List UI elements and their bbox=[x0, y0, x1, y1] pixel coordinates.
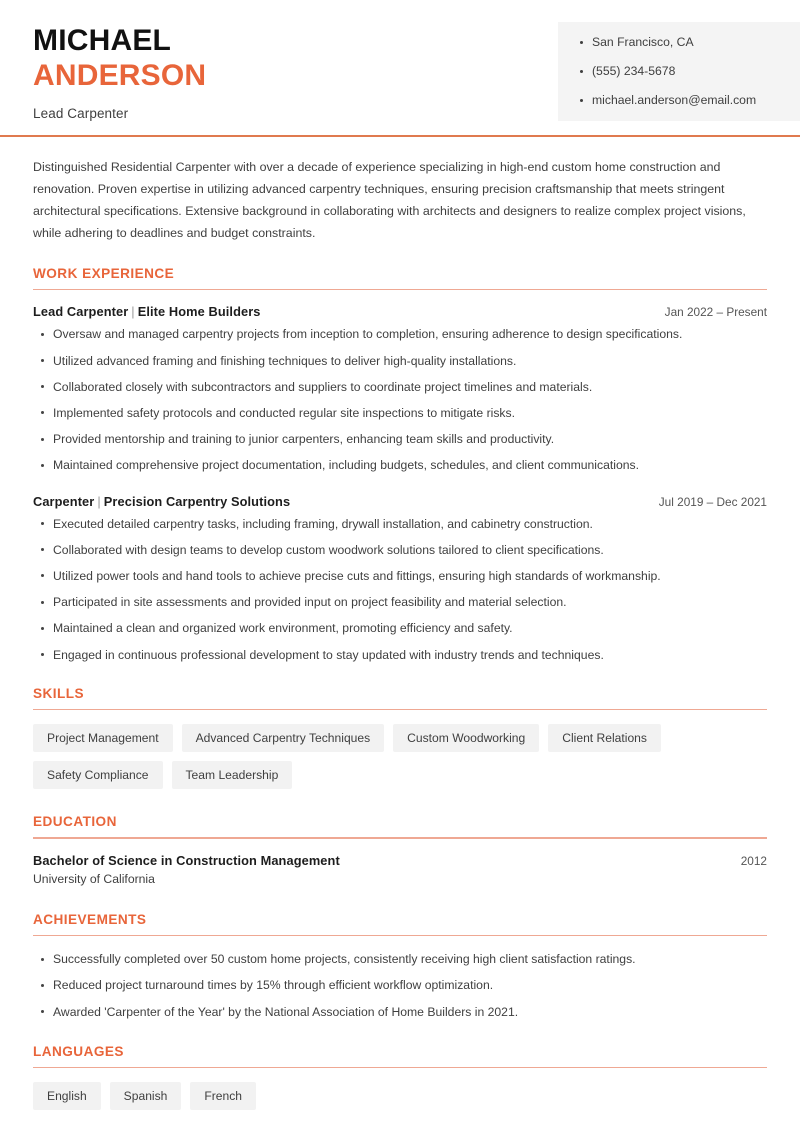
education-year: 2012 bbox=[740, 853, 767, 868]
identity-block bbox=[0, 0, 206, 121]
section-achievements bbox=[33, 912, 767, 1018]
list-item: Successfully completed over 50 custom home projects, consistently receiving high client satisfaction ratings. bbox=[33, 953, 767, 965]
education-entry-header bbox=[33, 853, 767, 868]
contact-location bbox=[580, 36, 800, 48]
header-divider bbox=[0, 135, 800, 137]
experience-role: Carpenter bbox=[33, 493, 95, 509]
language-chip: French bbox=[190, 1082, 256, 1110]
experience-bullets bbox=[33, 518, 767, 661]
education-institution: University of California bbox=[33, 871, 155, 886]
section-title-work-experience: WORK EXPERIENCE bbox=[33, 265, 175, 281]
list-item: Provided mentorship and training to junior carpenters, enhancing team skills and productivity. bbox=[33, 433, 767, 445]
experience-entry-header bbox=[33, 494, 767, 509]
experience-entry bbox=[33, 304, 767, 471]
section-work-experience bbox=[33, 266, 767, 661]
section-divider bbox=[33, 289, 767, 290]
list-item: Maintained comprehensive project documentation, including budgets, schedules, and client communications. bbox=[33, 459, 767, 471]
section-divider bbox=[33, 1067, 767, 1068]
experience-title-line bbox=[33, 494, 290, 509]
skills-chip-list bbox=[33, 724, 767, 789]
skill-chip: Project Management bbox=[33, 724, 173, 752]
list-item: Collaborated with design teams to develop custom woodwork solutions tailored to client specifications. bbox=[33, 544, 767, 556]
section-divider bbox=[33, 709, 767, 710]
achievements-bullets bbox=[33, 953, 767, 1018]
first-name: MICHAEL bbox=[33, 24, 172, 57]
experience-date: Jan 2022 – Present bbox=[664, 305, 767, 320]
education-entry bbox=[33, 853, 767, 886]
contact-email-text: michael.anderson@email.com bbox=[592, 93, 757, 108]
headline-job-title: Lead Carpenter bbox=[33, 105, 129, 121]
title-separator: | bbox=[131, 304, 135, 320]
section-title-achievements: ACHIEVEMENTS bbox=[33, 911, 147, 927]
languages-chip-list bbox=[33, 1082, 767, 1110]
skill-chip: Safety Compliance bbox=[33, 761, 163, 789]
skill-chip: Team Leadership bbox=[172, 761, 293, 789]
resume-body bbox=[0, 156, 800, 1111]
section-title-languages: LANGUAGES bbox=[33, 1043, 124, 1059]
list-item: Utilized power tools and hand tools to achieve precise cuts and fittings, ensuring high standards of workmanship. bbox=[33, 570, 767, 582]
section-title-skills: SKILLS bbox=[33, 685, 85, 701]
resume-header bbox=[0, 0, 800, 135]
list-item: Engaged in continuous professional development to stay updated with industry trends and techniques. bbox=[33, 649, 767, 661]
experience-role: Lead Carpenter bbox=[33, 304, 129, 320]
experience-title-line bbox=[33, 304, 261, 319]
list-item: Maintained a clean and organized work environment, promoting efficiency and safety. bbox=[33, 622, 767, 634]
list-item: Reduced project turnaround times by 15% through efficient workflow optimization. bbox=[33, 979, 767, 991]
title-separator: | bbox=[97, 493, 101, 509]
experience-entry bbox=[33, 494, 767, 661]
skill-chip: Client Relations bbox=[548, 724, 661, 752]
contact-box bbox=[558, 22, 800, 121]
section-divider bbox=[33, 837, 767, 838]
skill-chip: Custom Woodworking bbox=[393, 724, 539, 752]
education-degree: Bachelor of Science in Construction Management bbox=[33, 852, 340, 868]
list-item: Collaborated closely with subcontractors and suppliers to coordinate project timelines and materials. bbox=[33, 381, 767, 393]
list-item: Implemented safety protocols and conducted regular site inspections to mitigate risks. bbox=[33, 407, 767, 419]
section-divider bbox=[33, 935, 767, 936]
contact-phone[interactable] bbox=[580, 65, 800, 77]
section-skills bbox=[33, 686, 767, 790]
list-item: Executed detailed carpentry tasks, including framing, drywall installation, and cabinetry construction. bbox=[33, 518, 767, 530]
experience-bullets bbox=[33, 328, 767, 471]
contact-list bbox=[580, 36, 800, 107]
experience-date: Jul 2019 – Dec 2021 bbox=[658, 494, 767, 509]
experience-company: Elite Home Builders bbox=[137, 304, 261, 320]
section-education bbox=[33, 814, 767, 885]
contact-phone-text: (555) 234-5678 bbox=[592, 64, 676, 79]
experience-entry-header bbox=[33, 304, 767, 319]
contact-location-text: San Francisco, CA bbox=[592, 35, 694, 49]
language-chip: English bbox=[33, 1082, 101, 1110]
skill-chip: Advanced Carpentry Techniques bbox=[182, 724, 385, 752]
list-item: Awarded 'Carpenter of the Year' by the National Association of Home Builders in 2021. bbox=[33, 1006, 767, 1018]
last-name: ANDERSON bbox=[33, 58, 207, 92]
contact-email[interactable] bbox=[580, 94, 800, 106]
list-item: Participated in site assessments and provided input on project feasibility and material selection. bbox=[33, 596, 767, 608]
experience-company: Precision Carpentry Solutions bbox=[103, 493, 291, 509]
language-chip: Spanish bbox=[110, 1082, 182, 1110]
section-title-education: EDUCATION bbox=[33, 814, 117, 830]
list-item: Utilized advanced framing and finishing techniques to deliver high-quality installations. bbox=[33, 355, 767, 367]
professional-summary: Distinguished Residential Carpenter with over a decade of experience specializing in high-end custom home construction and renovation. Proven expertise in utilizing advanced carpentry techniques, ensuring precision craftsmanship that meets stringent architectural specifications. Extensive background in collaborating with architects and designers to realize complex project visions, while adhering to deadlines and budget constraints. bbox=[33, 159, 746, 240]
section-languages bbox=[33, 1044, 767, 1110]
list-item: Oversaw and managed carpentry projects from inception to completion, ensuring adherence to design specifications. bbox=[33, 328, 767, 340]
